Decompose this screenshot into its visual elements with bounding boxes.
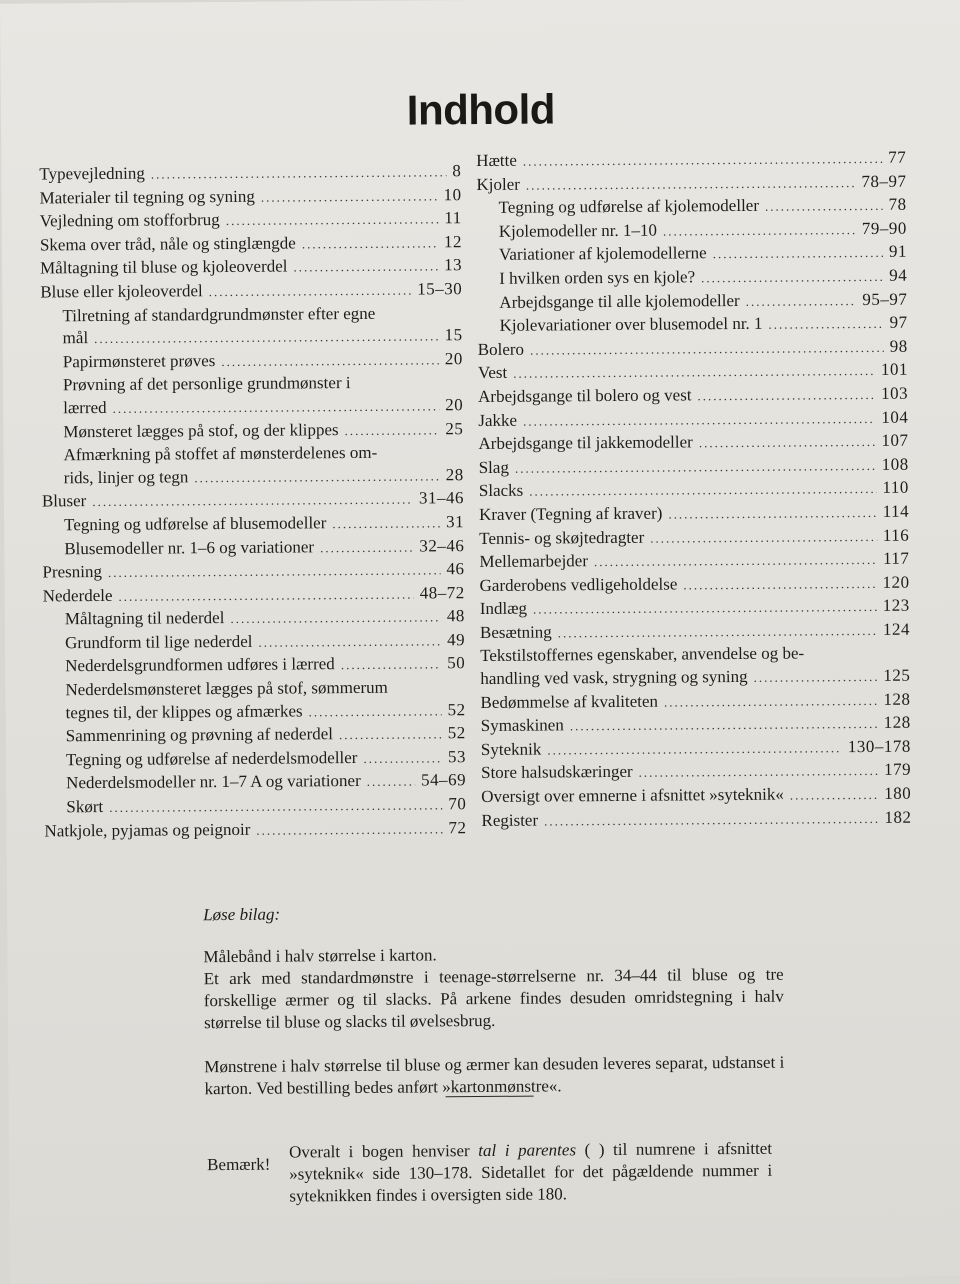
toc-entry-page: 125 [883, 665, 911, 685]
toc-entry-page: 78 [888, 194, 907, 214]
toc-entry-wrapped-line: Nederdelsmønsteret lægges på stof, sømmerum [65, 677, 388, 700]
toc-entry [42, 511, 464, 538]
dot-leader [209, 280, 412, 304]
dot-leader [339, 724, 442, 747]
dot-leader [261, 185, 438, 209]
toc-entry-title: Slacks [478, 480, 524, 501]
dot-leader [790, 784, 879, 807]
toc-entry-title: Kjoler [476, 174, 520, 194]
dot-leader [151, 161, 447, 186]
dot-leader [258, 630, 441, 654]
loose-paragraph-1-rest: Et ark med standardmønstre i teenage-størrelserne nr. 34–44 til bluse og tre forskellige ærmer og til slacks. På arkene findes desuden omridstegning i halv størrelse til bluse og slacks til øvelsesbrug. [203, 964, 784, 1033]
toc-entry-page: 49 [446, 630, 466, 650]
toc-entry-title: Variationer af kjolemodellerne [498, 243, 707, 265]
dot-leader [594, 549, 877, 574]
toc-entry-title: Kraver (Tegning af kraver) [478, 503, 663, 524]
toc-entry-wrapped-line: Tilretning af standardgrundmønster efter egne [62, 303, 376, 325]
toc-entry-page: 72 [448, 817, 467, 837]
toc-entry [478, 430, 908, 457]
toc-entry [478, 383, 908, 410]
dot-leader [768, 313, 883, 336]
toc-entry-page: 98 [889, 336, 908, 356]
toc-entry [42, 464, 464, 491]
toc-entry-title: lærred [63, 397, 107, 418]
dot-leader [765, 195, 883, 219]
toc-entry-page: 97 [889, 312, 908, 332]
toc-entry-title: Natkjole, pyjamas og peignoir [44, 819, 251, 841]
toc-entry [44, 817, 466, 844]
toc-entry [43, 653, 465, 680]
toc-entry [40, 255, 462, 282]
toc-entry-title: Nederdele [42, 585, 113, 606]
toc-entry [43, 605, 465, 632]
toc-entry-page: 54–69 [421, 770, 467, 790]
toc-entry-page: 48–72 [419, 582, 465, 603]
toc-entry-page: 108 [881, 454, 909, 474]
dot-leader [513, 360, 875, 385]
toc-entry [42, 487, 464, 514]
note-block [207, 1138, 773, 1208]
dot-leader [533, 596, 877, 621]
toc-entry [477, 312, 907, 339]
dot-leader [92, 489, 413, 514]
toc-entry-title: Indlæg [479, 598, 528, 619]
dot-leader [363, 747, 442, 770]
toc-entry [40, 231, 462, 258]
toc-entry-page: 25 [445, 418, 464, 438]
toc-entry [41, 324, 463, 351]
toc-entry-page: 91 [888, 242, 908, 262]
toc-entry-page: 94 [889, 265, 908, 285]
toc-entry-title: Arbejdsgange til alle kjolemodeller [499, 290, 740, 312]
toc-entry [480, 595, 910, 622]
toc-entry-wrapped-line: Tekstilstoffernes egenskaber, anvendelse og be- [480, 643, 805, 666]
dot-leader [523, 148, 883, 173]
toc-entry-page: 182 [884, 807, 912, 827]
dot-leader [515, 455, 876, 480]
toc-entry-title: Presning [42, 562, 103, 582]
toc-entry [477, 288, 907, 315]
toc-entry-page: 20 [444, 348, 463, 369]
toc-entry [481, 712, 911, 739]
toc-entry-title: Materialer til tegning og syning [39, 186, 255, 208]
toc-entry-title: Besætning [479, 622, 552, 642]
toc-entry [43, 629, 465, 656]
toc-entry-page: 116 [882, 525, 910, 545]
toc-entry-page: 15 [444, 325, 463, 345]
dot-leader [345, 419, 440, 442]
dot-leader [697, 384, 875, 408]
loose-supplements [203, 900, 785, 1119]
toc-entry-title: Nederdelsmodeller nr. 1–7 A og variationer [66, 771, 361, 793]
toc-entry-page: 179 [883, 760, 912, 780]
toc-entry-page: 53 [447, 746, 467, 767]
toc-entry-page: 101 [880, 359, 908, 380]
toc-entry-page: 52 [447, 699, 466, 719]
toc-entry-page: 12 [443, 231, 462, 252]
toc-entry-page: 48 [446, 606, 465, 626]
dot-leader [302, 232, 438, 256]
note-label: Bemærk! [207, 1154, 271, 1175]
toc-entry-title: handling ved vask, strygning og syning [480, 666, 748, 689]
toc-entry-page: 77 [888, 147, 907, 167]
toc-entry-page: 15–30 [417, 279, 463, 299]
toc-entry-page: 104 [881, 407, 909, 427]
dot-leader [221, 349, 439, 373]
dot-leader [367, 771, 416, 794]
toc-entry-title: Slag [478, 457, 509, 477]
toc-entry-page: 79–90 [861, 218, 907, 238]
toc-entry-page: 114 [882, 501, 910, 521]
dot-leader [570, 713, 878, 738]
toc-entry [41, 394, 463, 421]
toc-entry [480, 688, 910, 715]
toc-entry [44, 770, 466, 797]
toc-entry-title: Tennis- og skøjtedragter [479, 527, 645, 548]
toc-entry-title: Symaskinen [480, 715, 564, 736]
toc-entry-page: 31–46 [418, 488, 464, 508]
toc-entry [43, 582, 465, 609]
toc-entry-page: 50 [447, 653, 466, 673]
toc-entry-page: 128 [883, 712, 911, 733]
toc-entry-title: Skørt [66, 797, 104, 817]
toc-entry-title: Kjolevariationer over blusemodel nr. 1 [499, 313, 763, 336]
toc-entry-page: 120 [882, 572, 910, 592]
toc-entry [41, 348, 463, 375]
toc-entry-page: 117 [882, 548, 910, 568]
dot-leader [341, 654, 442, 677]
toc-entry-title: Syteknik [480, 739, 542, 759]
toc-entry-title: Skema over tråd, nåle og stinglængde [39, 233, 296, 255]
dot-leader [94, 325, 439, 350]
dot-leader [109, 794, 442, 819]
toc-entry [40, 207, 462, 234]
toc-entry [479, 501, 909, 528]
dot-leader [746, 290, 857, 313]
toc-entry-title: Sammenrining og prøvning af nederdel [65, 724, 334, 746]
toc-entry-title: Måltagning til nederdel [64, 608, 225, 629]
dot-leader [699, 431, 876, 455]
toc-entry-page: 128 [883, 689, 911, 709]
toc-entry-title: Tegning og udførelse af blusemodeller [64, 513, 327, 535]
toc-entry-page: 10 [443, 184, 462, 204]
toc-entry-title: Oversigt over emnerne i afsnittet »syteknik« [481, 784, 784, 807]
toc-entry-title: Nederdelsgrundformen udføres i lærred [65, 654, 335, 676]
toc-entry-page: 11 [444, 208, 462, 228]
toc-entry [476, 147, 906, 174]
dot-leader [547, 737, 842, 762]
toc-entry-page: 124 [882, 619, 911, 639]
toc-entry-page: 107 [881, 430, 909, 450]
toc-entry-page: 52 [447, 723, 466, 743]
toc-entry-page: 130–178 [847, 736, 911, 756]
toc-entry [477, 241, 907, 268]
toc-entry [44, 746, 466, 773]
toc-entry [478, 335, 908, 362]
dot-leader [701, 266, 883, 290]
dot-leader [683, 573, 876, 597]
dot-leader [754, 666, 878, 690]
toc-entry-title: tegnes til, der klippes og afmærkes [65, 701, 303, 722]
dot-leader [256, 818, 442, 842]
dot-leader [713, 242, 883, 266]
toc-entry-title: Grundform til lige nederdel [64, 631, 253, 653]
toc-entry-page: 13 [444, 255, 463, 275]
note-text-italic: tal i parentes [478, 1140, 577, 1161]
toc-entry [478, 406, 908, 433]
toc-entry [480, 619, 910, 646]
note-text-after: ( ) til numrene i afsnittet »syteknik« side 130–178. Sidetallet for det pågældende nummer i syteknikken findes i oversigten side 180. [289, 1138, 773, 1206]
dot-leader [194, 465, 440, 490]
dot-leader [332, 512, 440, 535]
toc-entry [479, 453, 909, 480]
toc-entry-title: I hvilken orden sys en kjole? [499, 267, 696, 288]
loose-paragraph-2: Mønstrene i halv størrelse til bluse og ærmer kan desuden leveres separat, udstanset i karton. Ved bestilling bedes anført »kartonmønstre«. [204, 1052, 785, 1099]
dot-leader [230, 607, 441, 631]
toc-entry-title: Måltagning til bluse og kjoleoverdel [40, 256, 288, 278]
toc-entry-title: rids, linjer og tegn [63, 467, 189, 488]
note-text-before: Overalt i bogen henviser [288, 1141, 479, 1162]
toc-entry [41, 418, 463, 445]
toc-entry-title: Tegning og udførelse af nederdelsmodeller [65, 747, 358, 770]
dot-leader [530, 337, 884, 362]
dot-leader [663, 219, 856, 243]
dot-leader [320, 536, 413, 559]
toc-entry-page: 180 [884, 783, 912, 803]
dot-leader [523, 407, 875, 432]
toc-entry [477, 217, 907, 244]
dot-leader [309, 700, 442, 724]
toc-entry [40, 278, 462, 305]
dot-leader [650, 525, 877, 549]
dot-leader [529, 478, 876, 503]
loose-heading: Løse bilag: [203, 904, 281, 925]
toc-entry-page: 78–97 [861, 171, 907, 191]
toc-entry [481, 735, 911, 762]
toc-entry-title: Garderobens vedligeholdelse [479, 574, 678, 595]
toc-entry [39, 160, 461, 187]
toc-entry-page: 103 [881, 383, 909, 403]
toc-entry-title: Store halsudskæringer [480, 762, 633, 783]
toc-entry [42, 535, 464, 562]
loose-paragraph-1 [203, 942, 784, 1035]
toc-entry-title: Papirmønsteret prøves [62, 350, 216, 372]
toc-entry [481, 783, 911, 810]
toc-entry-title: mål [62, 328, 89, 348]
toc-entry-page: 70 [448, 794, 467, 814]
toc-entry-title: Bluse eller kjoleoverdel [40, 281, 203, 302]
toc-entry-title: Kjolemodeller nr. 1–10 [498, 220, 658, 241]
toc-entry [477, 265, 907, 292]
toc-entry [479, 548, 909, 575]
toc-entry [44, 793, 466, 820]
toc-entry-title: Jakke [478, 410, 518, 430]
dot-leader [118, 583, 413, 608]
toc-entry [44, 722, 466, 749]
toc-entry-wrapped-line: Prøvning af det personlige grundmønster i [62, 373, 351, 395]
toc-entry-page: 32–46 [419, 535, 465, 555]
toc-entry-page: 20 [445, 395, 464, 415]
dot-leader [668, 502, 876, 526]
toc-entry-title: Bedømmelse af kvaliteten [480, 691, 659, 712]
toc-right-column [476, 147, 911, 834]
toc-entry [44, 699, 466, 726]
toc-entry-title: Hætte [476, 150, 517, 171]
toc-entry-title: Blusemodeller nr. 1–6 og variationer [64, 536, 315, 558]
toc-entry [481, 759, 911, 786]
note-body [289, 1138, 773, 1208]
toc-entry [477, 194, 907, 221]
toc-entry-wrapped-line: Afmærkning på stoffet af mønsterdelenes om- [63, 442, 378, 465]
toc-entry-title: Bluser [41, 491, 87, 511]
toc-entry-title: Arbejdsgange til bolero og vest [478, 385, 692, 406]
toc-entry [479, 477, 909, 504]
dot-leader [544, 808, 879, 833]
toc-entry [42, 558, 464, 585]
toc-entry-title: Arbejdsgange til jakkemodeller [478, 432, 693, 454]
dot-leader [558, 620, 877, 645]
toc-entry [478, 359, 908, 386]
dot-leader [639, 760, 879, 784]
toc-entry [479, 524, 909, 551]
toc-entry-page: 31 [446, 512, 465, 532]
dot-leader [108, 559, 441, 584]
toc-entry-title: Bolero [477, 339, 525, 359]
toc-entry [480, 571, 910, 598]
toc-entry-title: Mønsteret lægges på stof, og der klippes [63, 419, 339, 441]
toc-entry-title: Mellemarbejder [479, 551, 589, 572]
toc-entry-title: Register [481, 810, 539, 830]
dot-leader [226, 209, 439, 233]
dot-leader [293, 256, 438, 280]
loose-paragraph-1-line1: Målebånd i halv størrelse i karton. [203, 945, 437, 967]
toc-entry-page: 123 [882, 595, 910, 616]
toc-entry-title: Typevejledning [39, 163, 145, 184]
toc-entry-page: 28 [445, 464, 464, 485]
toc-entry [480, 665, 910, 692]
dot-leader [664, 690, 878, 714]
page-title: Indhold [406, 85, 556, 134]
toc-left-column [39, 160, 466, 844]
dot-leader [113, 395, 440, 420]
dot-leader [526, 172, 856, 197]
toc-entry-page: 46 [446, 559, 465, 579]
toc-entry [481, 806, 911, 833]
toc-entry [476, 170, 906, 197]
toc-entry-page: 8 [452, 161, 462, 181]
toc-entry-page: 110 [882, 477, 909, 498]
toc-entry [39, 184, 461, 211]
toc-entry-page: 95–97 [862, 289, 908, 309]
toc-entry-title: Tegning og udførelse af kjolemodeller [498, 196, 760, 218]
toc-entry-title: Vejledning om stofforbrug [39, 210, 220, 231]
toc-entry-title: Vest [477, 363, 508, 383]
